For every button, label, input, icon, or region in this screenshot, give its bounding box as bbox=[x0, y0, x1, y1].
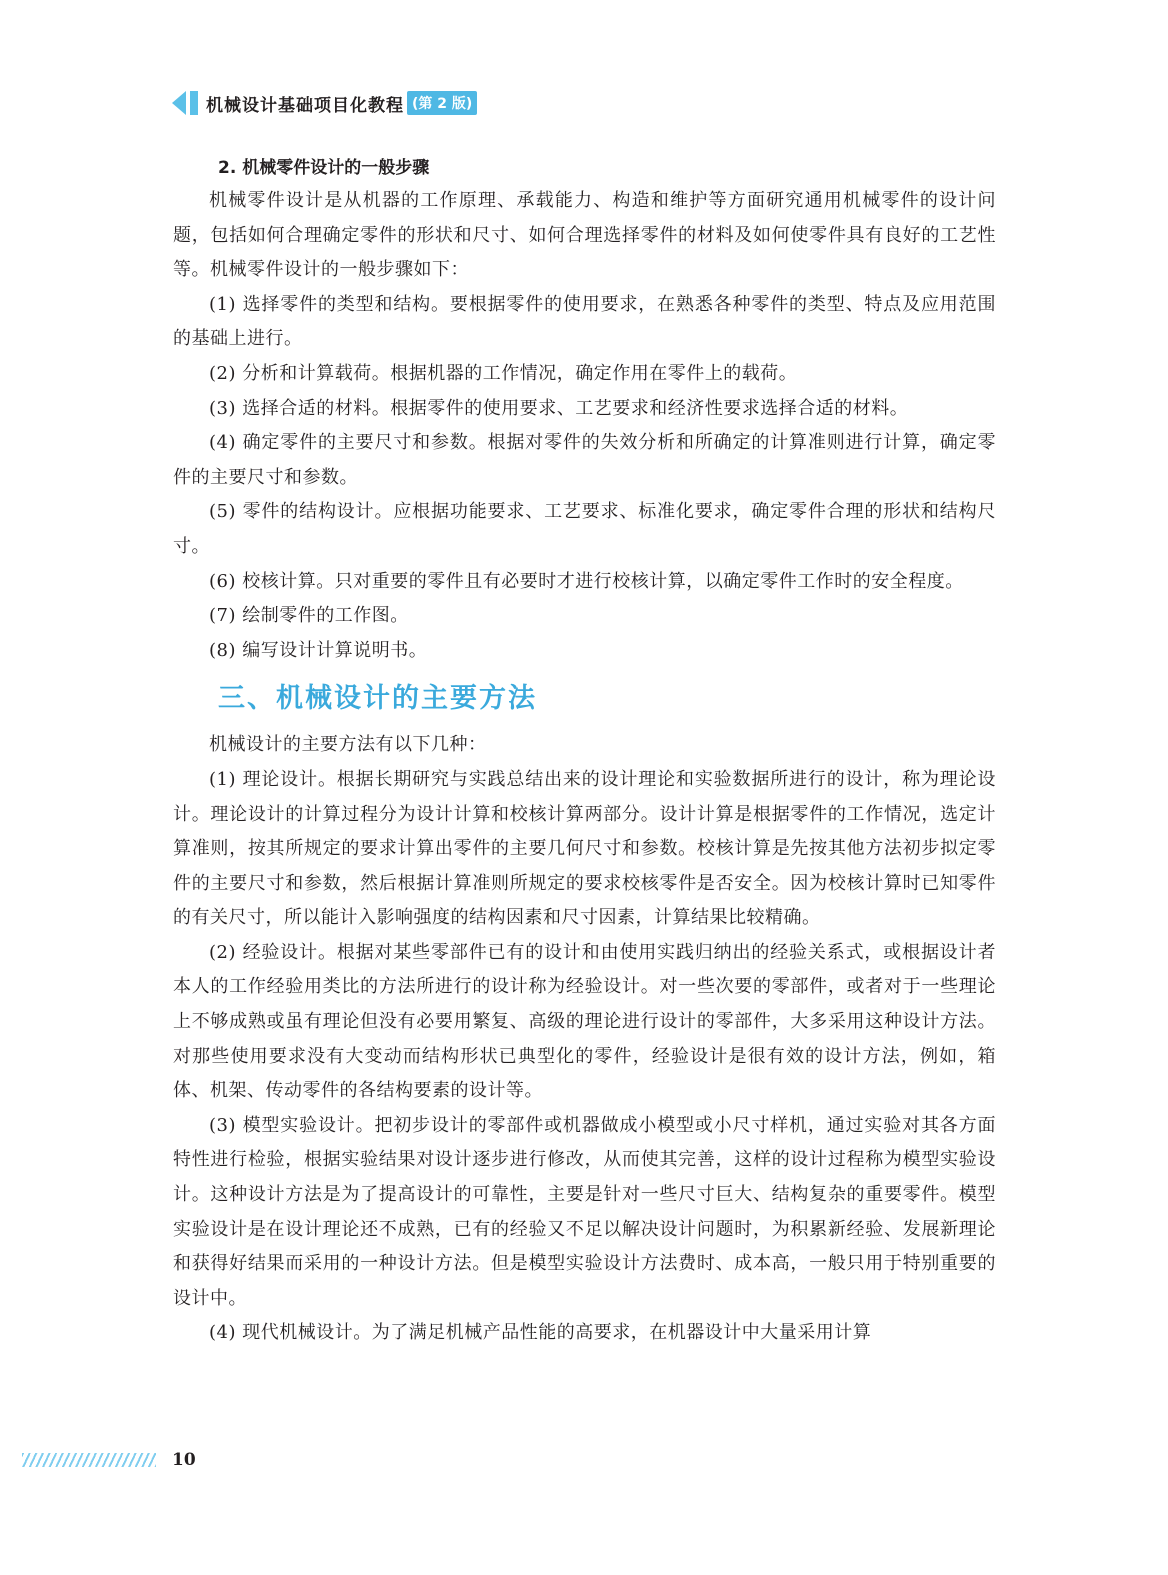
paragraph: 机械零件设计是从机器的工作原理、承载能力、构造和维护等方面研究通用机械零件的设计问题，包括如何合理确定零件的形状和尺寸、如何合理选择零件的材料及如何使零件具有良好的工艺性等。机械零件设计的一般步骤如下： bbox=[173, 190, 996, 281]
section-heading: 三、机械设计的主要方法 bbox=[218, 683, 537, 715]
method-item: (1) 理论设计。根据长期研究与实践总结出来的设计理论和实验数据所进行的设计，称为理论设计。理论设计的计算过程分为设计计算和校核计算两部分。设计计算是根据零件的工作情况，选定计算准则，按其所规定的要求计算出零件的主要几何尺寸和参数。校核计算是先按其他方法初步拟定零件的主要尺寸和参数，然后根据计算准则所规定的要求校核零件是否安全。因为校核计算时已知零件的有关尺寸，所以能计入影响强度的结构因素和尺寸因素，计算结果比较精确。 bbox=[173, 768, 996, 929]
edition-badge: (第 2 版) bbox=[407, 91, 477, 115]
book-title: 机械设计基础项目化教程 bbox=[206, 95, 404, 116]
paragraph: 机械设计的主要方法有以下几种： bbox=[209, 734, 487, 756]
step-item: (7) 绘制零件的工作图。 bbox=[209, 605, 409, 627]
step-item: (2) 分析和计算载荷。根据机器的工作情况，确定作用在零件上的载荷。 bbox=[209, 362, 798, 384]
step-item: (3) 选择合适的材料。根据零件的使用要求、工艺要求和经济性要求选择合适的材料。 bbox=[209, 397, 909, 419]
step-item: (6) 校核计算。只对重要的零件且有必要时才进行校核计算，以确定零件工作时的安全程度。 bbox=[209, 570, 964, 592]
step-item: (1) 选择零件的类型和结构。要根据零件的使用要求，在熟悉各种零件的类型、特点及应用范围的基础上进行。 bbox=[173, 293, 996, 350]
step-item: (4) 确定零件的主要尺寸和参数。根据对零件的失效分析和所确定的计算准则进行计算，确定零件的主要尺寸和参数。 bbox=[173, 432, 996, 488]
step-item: (5) 零件的结构设计。应根据功能要求、工艺要求、标准化要求，确定零件合理的形状和结构尺寸。 bbox=[173, 501, 996, 557]
header-triangle-icon bbox=[172, 91, 186, 115]
method-item: (2) 经验设计。根据对某些零部件已有的设计和由使用实践归纳出的经验关系式，或根据设计者本人的工作经验用类比的方法所进行的设计称为经验设计。对一些次要的零部件，或者对于一些理论上不够成熟或虽有理论但没有必要用繁复、高级的理论进行设计的零部件，大多采用这种设计方法。对那些使用要求没有大变动而结构形状已典型化的零件，经验设计是很有效的设计方法，例如，箱体、机架、传动零件的各结构要素的设计等。 bbox=[173, 941, 996, 1102]
footer-stripes-icon bbox=[22, 1453, 156, 1467]
step-item: (8) 编写设计计算说明书。 bbox=[209, 639, 428, 661]
header-bar-icon bbox=[190, 91, 198, 115]
page-number: 10 bbox=[172, 1450, 196, 1470]
running-header bbox=[172, 88, 477, 118]
page-footer bbox=[22, 1450, 196, 1470]
subsection-heading: 2. 机械零件设计的一般步骤 bbox=[218, 158, 430, 178]
method-item: (4) 现代机械设计。为了满足机械产品性能的高要求，在机器设计中大量采用计算 bbox=[209, 1322, 872, 1344]
method-item: (3) 模型实验设计。把初步设计的零部件或机器做成小模型或小尺寸样机，通过实验对其各方面特性进行检验，根据实验结果对设计逐步进行修改，从而使其完善，这样的设计过程称为模型实验设计。这种设计方法是为了提高设计的可靠性，主要是针对一些尺寸巨大、结构复杂的重要零件。模型实验设计是在设计理论还不成熟，已有的经验又不足以解决设计问题时，为积累新经验、发展新理论和获得好结果而采用的一种设计方法。但是模型实验设计方法费时、成本高，一般只用于特别重要的设计中。 bbox=[173, 1114, 996, 1309]
page-body bbox=[173, 152, 996, 1351]
